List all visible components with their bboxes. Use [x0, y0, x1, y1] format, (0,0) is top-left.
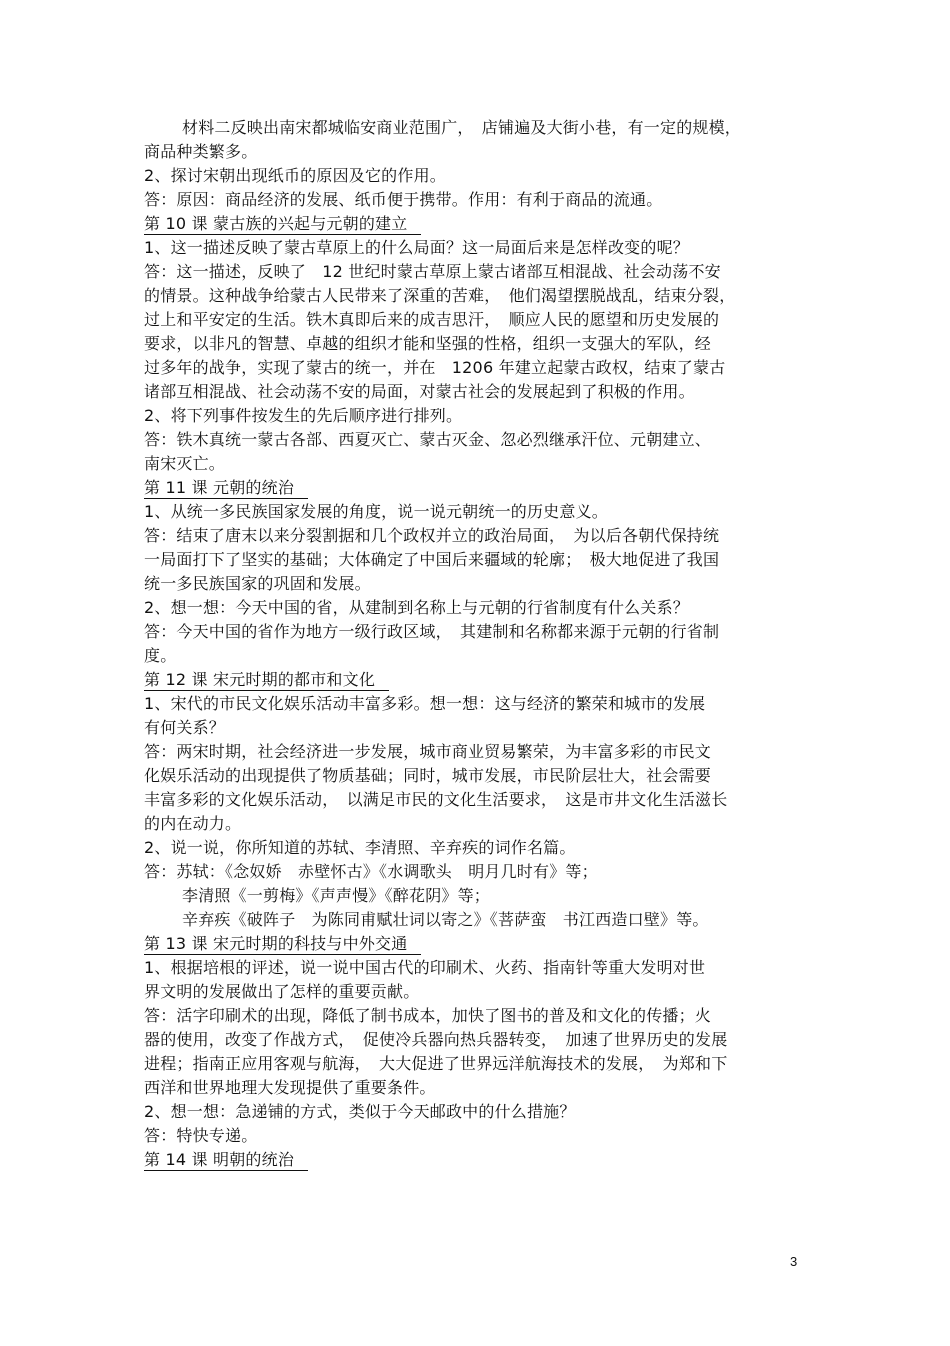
page-number: 3 [790, 1254, 798, 1269]
question-line: 1、根据培根的评述，说一说中国古代的印刷术、火药、指南针等重大发明对世 [144, 958, 706, 977]
text-line: 辛弃疾《破阵子 为陈同甫赋壮词以寄之》《菩萨蛮 书江西造口壁》等。 [182, 910, 709, 929]
lesson-heading: 第 11 课 元朝的统治 [144, 477, 308, 499]
text-line: 商品种类繁多。 [144, 142, 258, 161]
answer-line: 答：苏轼：《念奴娇 赤壁怀古》《水调歌头 明月几时有》等； [144, 862, 598, 881]
answer-line: 答：结束了唐末以来分裂割据和几个政权并立的政治局面， 为以后各朝代保持统 [144, 526, 720, 545]
answer-line: 答：活字印刷术的出现，降低了制书成本，加快了图书的普及和文化的传播；火 [144, 1006, 712, 1025]
document-body [144, 116, 814, 1172]
text-line: 南宋灭亡。 [144, 454, 226, 473]
question-line: 2、说一说，你所知道的苏轼、李清照、辛弃疾的词作名篇。 [144, 838, 576, 857]
lesson-heading: 第 14 课 明朝的统治 [144, 1149, 308, 1171]
text-line: 丰富多彩的文化娱乐活动， 以满足市民的文化生活要求， 这是市井文化生活滋长 [144, 790, 728, 809]
answer-line: 答：今天中国的省作为地方一级行政区域， 其建制和名称都来源于元朝的行省制 [144, 622, 720, 641]
question-line: 1、这一描述反映了蒙古草原上的什么局面？这一局面后来是怎样改变的呢？ [144, 238, 689, 257]
text-line: 一局面打下了坚实的基础；大体确定了中国后来疆域的轮廓； 极大地促进了我国 [144, 550, 720, 569]
question-line: 2、想一想：今天中国的省，从建制到名称上与元朝的行省制度有什么关系？ [144, 598, 689, 617]
text-line: 诸部互相混战、社会动荡不安的局面，对蒙古社会的发展起到了积极的作用。 [144, 382, 695, 401]
text-line: 材料二反映出南宋都城临安商业范围广， 店铺遍及大街小巷，有一定的规模， [182, 118, 742, 137]
lesson-heading: 第 12 课 宋元时期的都市和文化 [144, 669, 389, 691]
lesson-heading: 第 10 课 蒙古族的兴起与元朝的建立 [144, 213, 421, 235]
text-line: 统一多民族国家的巩固和发展。 [144, 574, 371, 593]
lesson-heading: 第 13 课 宋元时期的科技与中外交通 [144, 933, 421, 955]
question-line: 1、宋代的市民文化娱乐活动丰富多彩。想一想：这与经济的繁荣和城市的发展 [144, 694, 706, 713]
text-line: 的内在动力。 [144, 814, 242, 833]
text-line: 器的使用，改变了作战方式， 促使冷兵器向热兵器转变， 加速了世界历史的发展 [144, 1030, 728, 1049]
answer-line: 答：两宋时期，社会经济进一步发展，城市商业贸易繁荣，为丰富多彩的市民文 [144, 742, 712, 761]
text-line: 有何关系？ [144, 718, 226, 737]
question-line: 2、探讨宋朝出现纸币的原因及它的作用。 [144, 166, 446, 185]
question-line: 2、将下列事件按发生的先后顺序进行排列。 [144, 406, 463, 425]
answer-line: 答：特快专递。 [144, 1126, 258, 1145]
text-line: 界文明的发展做出了怎样的重要贡献。 [144, 982, 420, 1001]
text-line: 度。 [144, 646, 177, 665]
answer-line: 答：原因：商品经济的发展、纸币便于携带。作用：有利于商品的流通。 [144, 190, 663, 209]
question-line: 2、想一想：急递铺的方式，类似于今天邮政中的什么措施？ [144, 1102, 576, 1121]
text-line: 要求，以非凡的智慧、卓越的组织才能和坚强的性格，组织一支强大的军队，经 [144, 334, 712, 353]
question-line: 1、从统一多民族国家发展的角度，说一说元朝统一的历史意义。 [144, 502, 608, 521]
text-line: 的情景。这种战争给蒙古人民带来了深重的苦难， 他们渴望摆脱战乱，结束分裂， [144, 286, 736, 305]
text-line: 进程；指南正应用客观与航海， 大大促进了世界远洋航海技术的发展， 为郑和下 [144, 1054, 728, 1073]
text-line: 过上和平安定的生活。铁木真即后来的成吉思汗， 顺应人民的愿望和历史发展的 [144, 310, 720, 329]
answer-line: 答：铁木真统一蒙古各部、西夏灭亡、蒙古灭金、忽必烈继承汗位、元朝建立、 [144, 430, 712, 449]
text-line: 化娱乐活动的出现提供了物质基础；同时，城市发展，市民阶层壮大，社会需要 [144, 766, 712, 785]
text-line: 过多年的战争，实现了蒙古的统一，并在 1206 年建立起蒙古政权，结束了蒙古 [144, 358, 726, 377]
answer-line: 答：这一描述，反映了 12 世纪时蒙古草原上蒙古诸部互相混战、社会动荡不安 [144, 262, 721, 281]
text-line: 西洋和世界地理大发现提供了重要条件。 [144, 1078, 436, 1097]
text-line: 李清照《一剪梅》《声声慢》《醉花阴》等； [182, 886, 491, 905]
